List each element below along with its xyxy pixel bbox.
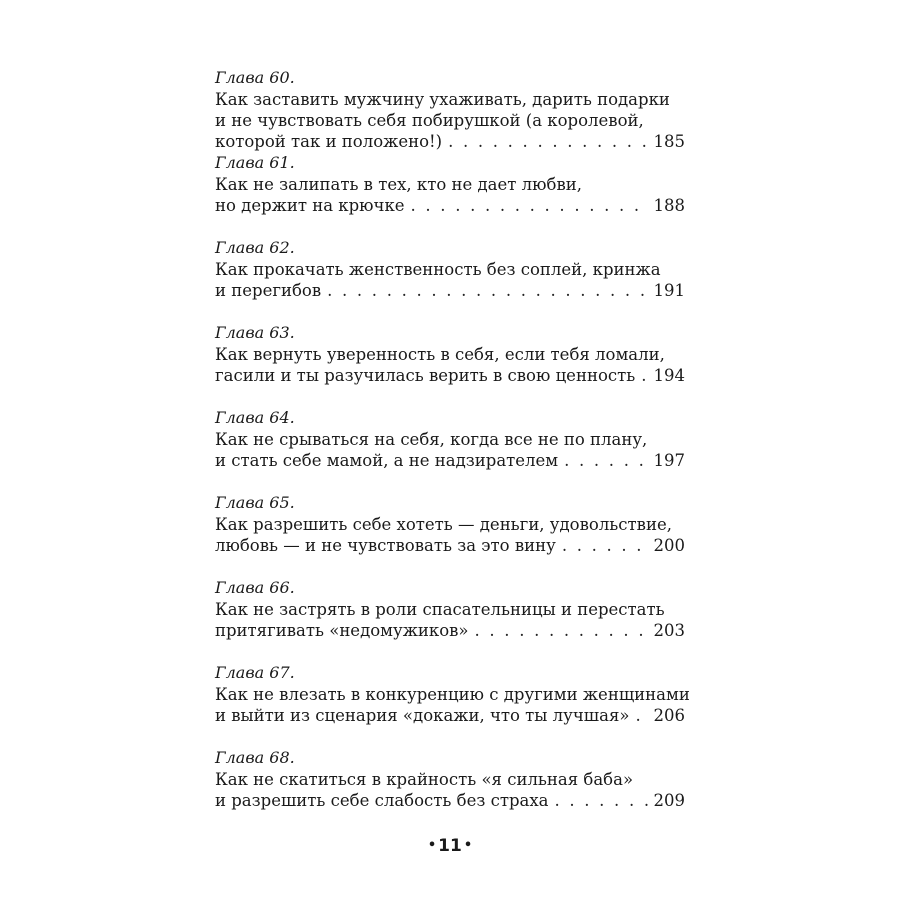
dot-leader	[564, 450, 647, 471]
dot-leader	[327, 280, 647, 301]
chapter-title-last-line	[215, 450, 685, 471]
chapter-title-line: Как не срываться на себя, когда все не по плану,	[215, 430, 648, 449]
chapter-title-line: и перегибов	[215, 281, 322, 300]
folio-bullet-left: •	[427, 838, 437, 853]
toc-entry	[215, 748, 685, 833]
chapter-number: Глава 61.	[215, 153, 295, 172]
chapter-title-line: Как не влезать в конкуренцию с другими женщинами	[215, 685, 690, 704]
chapter-title-line: Как прокачать женственность без соплей, кринжа	[215, 260, 661, 279]
chapter-title-line: Как разрешить себе хотеть — деньги, удовольствие,	[215, 515, 672, 534]
toc-entry	[215, 578, 685, 663]
toc-page-number: 206	[653, 706, 685, 725]
chapter-number: Глава 64.	[215, 408, 295, 427]
toc-page-number: 197	[653, 451, 685, 470]
toc-page-number: 188	[653, 196, 685, 215]
toc-page-number: 194	[653, 366, 685, 385]
chapter-title-line: гасили и ты разучилась верить в свою ценность	[215, 366, 636, 385]
toc-page-number: 203	[653, 621, 685, 640]
chapter-title-line: Как не скатиться в крайность «я сильная баба»	[215, 770, 634, 789]
chapter-title-line: но держит на крючке	[215, 196, 405, 215]
chapter-title-line: любовь — и не чувствовать за это вину	[215, 536, 556, 555]
chapter-title-last-line	[215, 535, 685, 556]
chapter-number: Глава 68.	[215, 748, 295, 767]
chapter-number: Глава 60.	[215, 68, 295, 87]
toc-entry	[215, 408, 685, 493]
dot-leader	[641, 365, 647, 386]
toc-page-number: 185	[653, 132, 685, 151]
page-number: 11	[438, 836, 462, 856]
dot-leader	[555, 790, 648, 811]
chapter-number: Глава 63.	[215, 323, 295, 342]
chapter-title-last-line	[215, 620, 685, 641]
chapter-title-line: Как вернуть уверенность в себя, если тебя ломали,	[215, 345, 665, 364]
dot-leader	[475, 620, 648, 641]
chapter-title-line: Как заставить мужчину ухаживать, дарить подарки	[215, 90, 670, 109]
toc-page-number: 209	[653, 791, 685, 810]
page-folio	[0, 836, 900, 856]
toc-entry	[215, 323, 685, 408]
table-of-contents	[215, 68, 690, 833]
dot-leader	[562, 535, 648, 556]
chapter-number: Глава 65.	[215, 493, 295, 512]
folio-bullet-right: •	[463, 838, 473, 853]
chapter-title-line: Как не залипать в тех, кто не дает любви,	[215, 175, 582, 194]
chapter-number: Глава 67.	[215, 663, 295, 682]
chapter-title-last-line	[215, 365, 685, 386]
toc-page-number: 191	[653, 281, 685, 300]
chapter-title-line: притягивать «недомужиков»	[215, 621, 469, 640]
chapter-title-line: и стать себе мамой, а не надзирателем	[215, 451, 559, 470]
chapter-title-line: Как не застрять в роли спасательницы и перестать	[215, 600, 665, 619]
chapter-title-line: и разрешить себе слабость без страха	[215, 791, 549, 810]
toc-entry	[215, 493, 685, 578]
chapter-title-last-line	[215, 131, 685, 152]
chapter-title-last-line	[215, 705, 685, 726]
toc-page-number: 200	[653, 536, 685, 555]
toc-entry	[215, 68, 685, 153]
chapter-title-last-line	[215, 280, 685, 301]
chapter-title-line: и не чувствовать себя побирушкой (а королевой,	[215, 111, 644, 130]
toc-entry	[215, 153, 685, 238]
chapter-title-last-line	[215, 195, 685, 216]
chapter-title-line: и выйти из сценария «докажи, что ты лучшая»	[215, 706, 630, 725]
chapter-number: Глава 66.	[215, 578, 295, 597]
chapter-number: Глава 62.	[215, 238, 295, 257]
dot-leader	[448, 131, 647, 152]
chapter-title-last-line	[215, 790, 685, 811]
dot-leader	[411, 195, 648, 216]
dot-leader	[635, 705, 647, 726]
toc-entry	[215, 663, 690, 748]
toc-entry	[215, 238, 685, 323]
chapter-title-line: которой так и положено!)	[215, 132, 443, 151]
